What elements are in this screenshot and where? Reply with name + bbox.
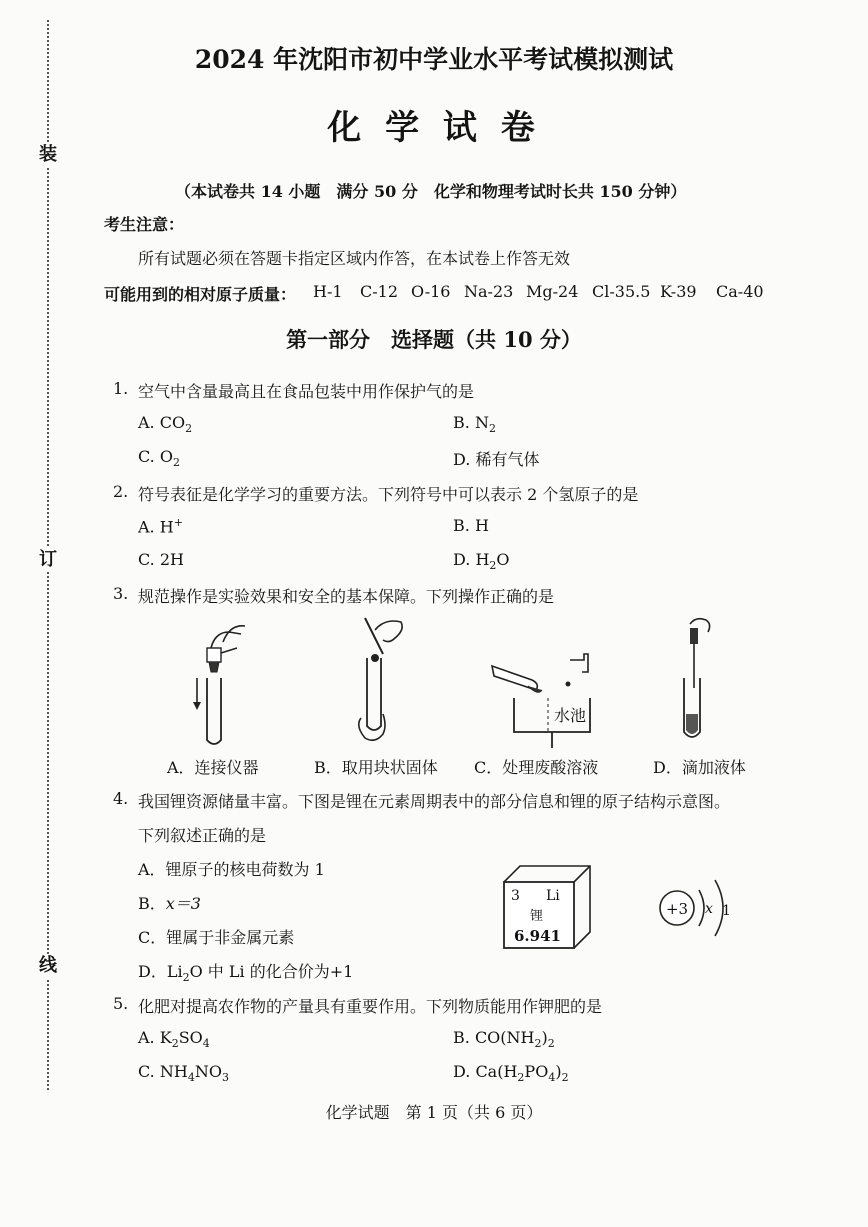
q5-option-c: C. $NH_4NO_3$	[138, 1062, 229, 1085]
atomic-mass-na: Na-23	[464, 282, 514, 301]
atomic-mass-line	[104, 282, 296, 305]
q4-number: 4.	[113, 789, 129, 808]
q1-option-a: A. $CO_2$	[138, 413, 193, 436]
element-symbol: Li	[546, 888, 560, 904]
element-name: 锂	[530, 909, 544, 924]
atomic-mass-cl: Cl-35.5	[592, 282, 651, 301]
q2-option-c: C. 2H	[138, 550, 184, 569]
figure-drop-liquid	[678, 614, 728, 749]
q2-option-d: D. $H_2O$	[453, 550, 510, 573]
q5-option-d: D. $Ca(H_2PO_4)_2$	[453, 1062, 569, 1085]
q5-option-b: B. $CO(NH_2)_2$	[453, 1028, 555, 1051]
atomic-mass-ca: Ca-40	[716, 282, 764, 301]
figure-take-solid	[345, 614, 415, 749]
atomic-mass-k: K-39	[660, 282, 697, 301]
q1-number: 1.	[113, 379, 129, 398]
q4-stem-line2: 下列叙述正确的是	[138, 826, 267, 845]
q1-option-b: B. $N_2$	[453, 413, 496, 436]
page-footer: 化学试题 第 1 页（共 6 页）	[325, 1103, 543, 1122]
atomic-mass-h: H-1	[313, 282, 343, 301]
exam-meta: （本试卷共 14 小题 满分 50 分 化学和物理考试时长共 150 分钟）	[175, 182, 687, 201]
q1-stem: 空气中含量最高且在食品包装中用作保护气的是	[138, 382, 475, 401]
binding-char-xian: 线	[39, 955, 57, 976]
notice-label: 考生注意：	[104, 215, 185, 234]
q4-stem-line1: 我国锂资源储量丰富。下图是锂在元素周期表中的部分信息和锂的原子结构示意图。	[138, 792, 731, 811]
q2-number: 2.	[113, 482, 129, 501]
atomic-mass-o: O-16	[411, 282, 451, 301]
sink-label: 水池	[554, 706, 587, 725]
q3-caption-b: B．取用块状固体	[314, 758, 438, 777]
q5-number: 5.	[113, 994, 129, 1013]
binding-char-zhuang: 装	[39, 144, 57, 165]
q5-option-a: A. $K_2SO_4$	[138, 1028, 210, 1051]
exam-title: 2024 年沈阳市初中学业水平考试模拟测试	[194, 45, 674, 74]
binding-char-ding: 订	[39, 549, 57, 570]
q4-option-b: B．x＝3	[138, 894, 201, 913]
q3-caption-a: A．连接仪器	[167, 758, 259, 777]
q1-option-d: D. 稀有气体	[453, 450, 540, 469]
figure-connect-apparatus	[185, 618, 255, 748]
q2-stem: 符号表征是化学学习的重要方法。下列符号中可以表示 2 个氢原子的是	[138, 485, 639, 504]
atom-outer-electrons: 1	[722, 903, 731, 919]
lithium-atom-structure	[655, 868, 755, 948]
atomic-mass-label: 可能用到的相对原子质量：	[104, 285, 297, 304]
q3-caption-d: D．滴加液体	[653, 758, 746, 777]
atomic-mass-c: C-12	[360, 282, 399, 301]
figure-waste-acid-sink	[488, 650, 598, 750]
q3-stem: 规范操作是实验效果和安全的基本保障。下列操作正确的是	[138, 587, 555, 606]
q4-option-a: A．锂原子的核电荷数为 1	[138, 860, 325, 879]
q2-option-b: B. H	[453, 516, 489, 535]
notice-text: 所有试题必须在答题卡指定区域内作答，在本试卷上作答无效	[138, 249, 571, 268]
q1-option-c: C. $O_2$	[138, 447, 180, 470]
q2-option-a: A. H+	[138, 516, 183, 537]
element-number: 3	[511, 888, 520, 904]
atomic-mass-mg: Mg-24	[526, 282, 579, 301]
atom-nucleus: +3	[665, 900, 689, 918]
q5-stem: 化肥对提高农作物的产量具有重要作用。下列物质能用作钾肥的是	[138, 997, 603, 1016]
q3-caption-c: C．处理废酸溶液	[474, 758, 599, 777]
subject-title: 化 学 试 卷	[327, 108, 541, 148]
q4-option-d: D．$Li_2O$ 中 Li 的化合价为+1	[138, 962, 354, 985]
q4-option-c: C．锂属于非金属元素	[138, 928, 295, 947]
atom-x-label: x	[705, 901, 713, 917]
section1-title: 第一部分 选择题（共 10 分）	[286, 327, 582, 352]
lithium-element-cell	[500, 862, 600, 952]
element-mass: 6.941	[514, 927, 561, 945]
q3-number: 3.	[113, 584, 129, 603]
